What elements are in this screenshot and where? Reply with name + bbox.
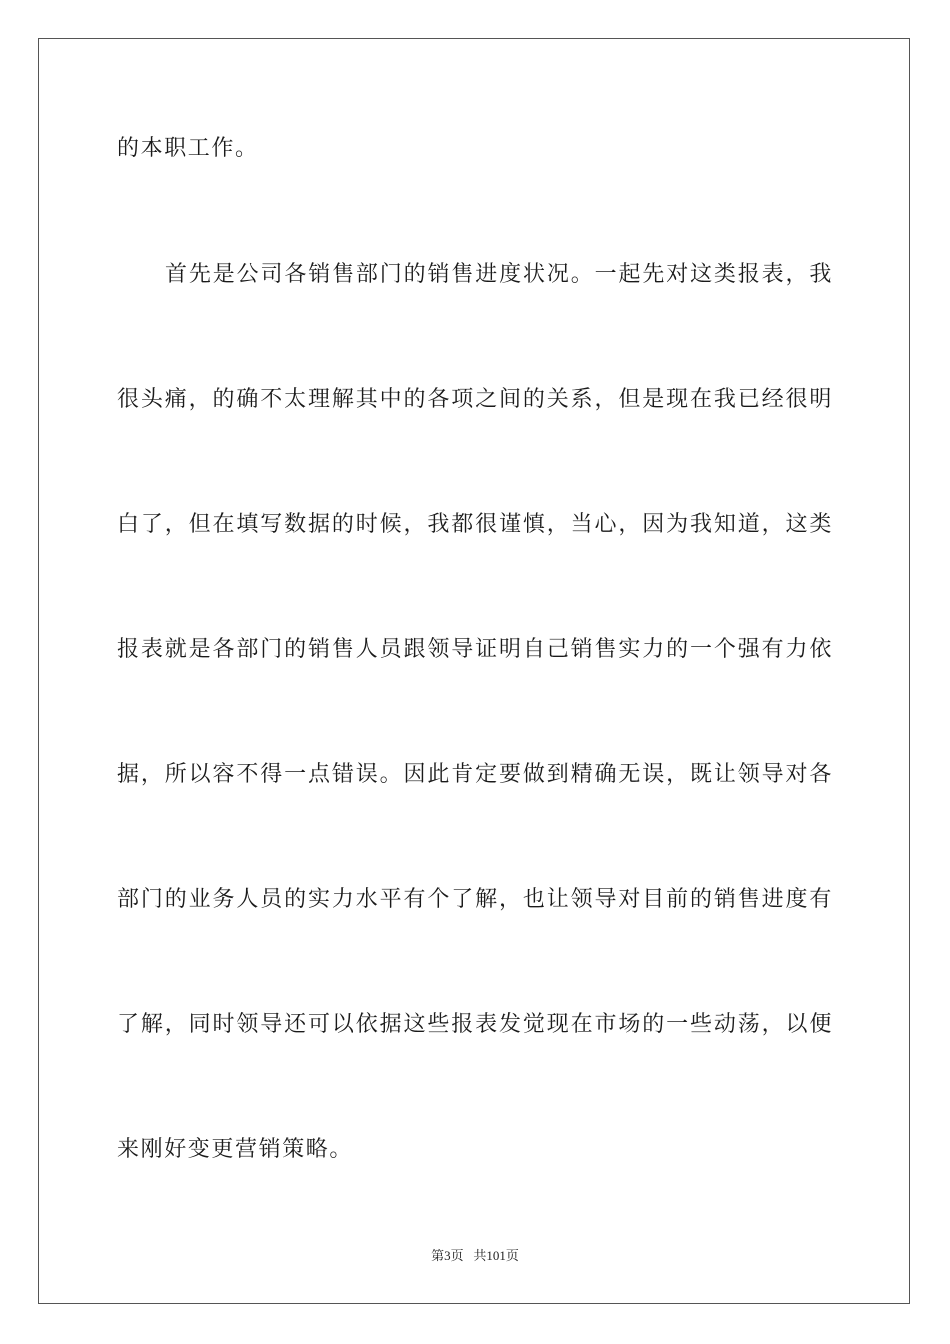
- page-number: 第3页: [431, 1248, 464, 1263]
- text-line-7: 部门的业务人员的实力水平有个了解，也让领导对目前的销售进度有: [117, 887, 833, 912]
- page-frame: [38, 38, 910, 1304]
- paragraph-first-line: 首先是公司各销售部门的销售进度状况。一起先对这类报表，我: [165, 262, 833, 287]
- text-line-6: 据，所以容不得一点错误。因此肯定要做到精确无误，既让领导对各: [117, 762, 833, 787]
- text-line-3: 很头痛，的确不太理解其中的各项之间的关系，但是现在我已经很明: [117, 387, 833, 412]
- text-line-5: 报表就是各部门的销售人员跟领导证明自己销售实力的一个强有力依: [117, 637, 833, 662]
- text-line-9: 来刚好变更营销策略。: [117, 1137, 354, 1162]
- text-line-8: 了解，同时领导还可以依据这些报表发觉现在市场的一些动荡，以便: [117, 1012, 833, 1037]
- total-pages: 共101页: [473, 1248, 519, 1263]
- text-line-1: 的本职工作。: [117, 136, 259, 161]
- page-footer: [0, 1248, 950, 1264]
- text-line-4: 白了，但在填写数据的时候，我都很谨慎，当心，因为我知道，这类: [117, 512, 833, 537]
